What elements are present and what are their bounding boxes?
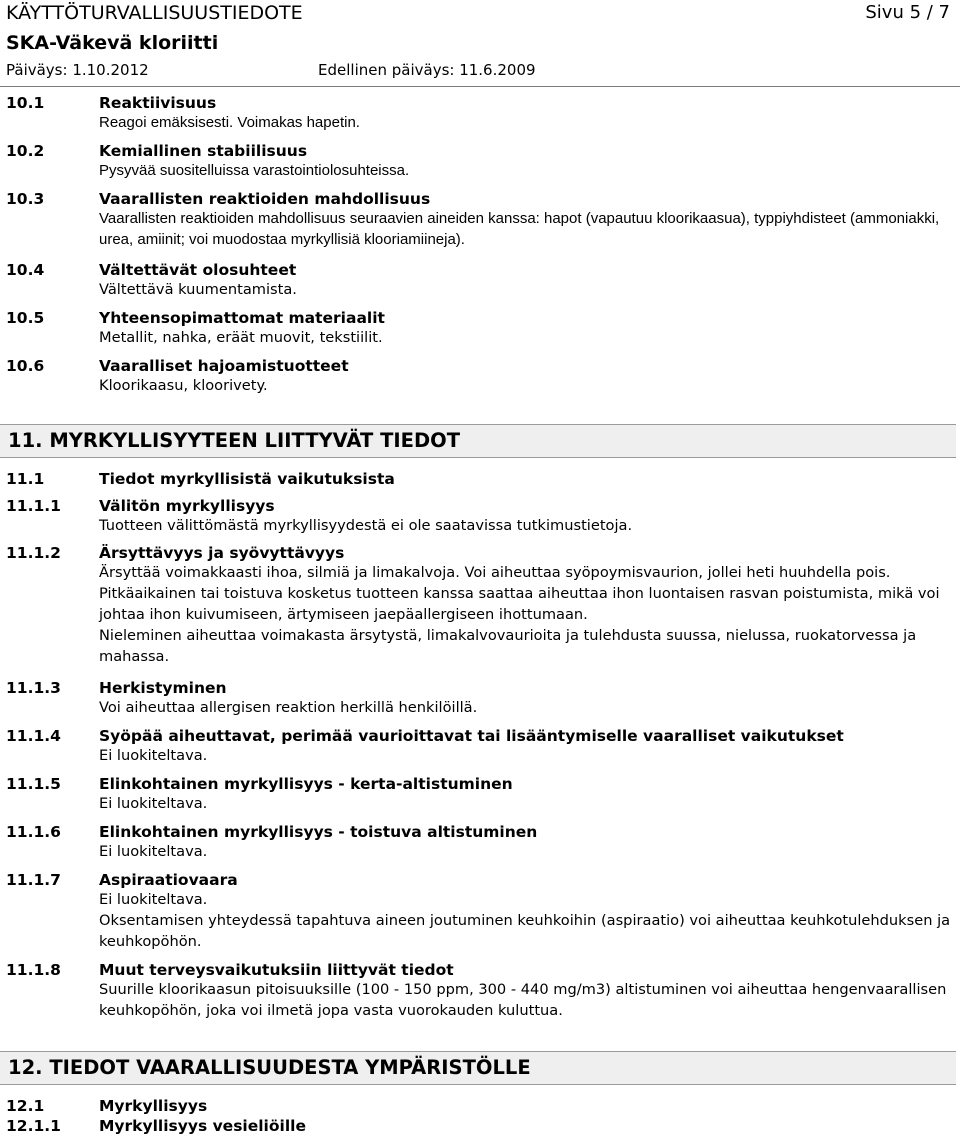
section-number: 10.4 [6,261,45,279]
section-number: 11.1.1 [6,497,61,515]
previous-date: Edellinen päiväys: 11.6.2009 [318,61,536,79]
section-heading: Myrkyllisyys [99,1097,208,1115]
section-11-1-7 [6,871,952,952]
section-12-1 [6,1097,952,1115]
section-text: Vaarallisten reaktioiden mahdollisuus seuraavien aineiden kanssa: hapot (vapautuu kloorikaasua), typpiyhdisteet (ammoniakki, urea, amiinit; voi muodostaa myrkyllisiä klooriamiineja). [99,210,940,248]
section-heading: Välitön myrkyllisyys [99,497,275,515]
issue-date: Päiväys: 1.10.2012 [6,61,149,79]
section-number: 11.1.8 [6,961,61,979]
section-text: Pysyvää suositelluissa varastointiolosuhteissa. [99,162,410,179]
section-text: Ei luokiteltava. [99,843,208,860]
section-number: 11.1.2 [6,544,61,562]
section-number: 11.1 [6,470,45,488]
section-heading: Syöpää aiheuttavat, perimää vaurioittavat tai lisääntymiselle vaaralliset vaikutukset [99,727,844,745]
section-heading: Elinkohtainen myrkyllisyys - kerta-altistuminen [99,775,513,793]
section-11-banner [0,424,956,458]
header-divider [0,86,960,87]
section-heading: Vaaralliset hajoamistuotteet [99,357,349,375]
section-12-banner [0,1051,956,1085]
section-number: 11.1.3 [6,679,61,697]
section-number: 11.1.4 [6,727,61,745]
section-text: Reagoi emäksisesti. Voimakas hapetin. [99,114,360,131]
document-title: KÄYTTÖTURVALLISUUSTIEDOTE [6,2,303,24]
paragraph: Ärsyttää voimakkaasti ihoa, silmiä ja limakalvoja. Voi aiheuttaa syöpoymisvaurion, jollei heti huuhdella pois. [99,564,891,581]
section-text: Ei luokiteltava. [99,795,208,812]
section-text: Kloorikaasu, kloorivety. [99,377,268,394]
section-heading: Ärsyttävyys ja syövyttävyys [99,544,345,562]
section-11-title: 11. MYRKYLLISYYTEEN LIITTYVÄT TIEDOT [8,429,461,452]
section-11-1-2 [6,544,952,667]
section-text: Tuotteen välittömästä myrkyllisyydestä ei ole saatavissa tutkimustietoja. [99,517,633,534]
section-heading: Aspiraatiovaara [99,871,238,889]
section-11-1-8 [6,961,952,1021]
section-heading: Myrkyllisyys vesieliöille [99,1117,306,1135]
section-text: Ei luokiteltava. [99,747,208,764]
section-heading: Vältettävät olosuhteet [99,261,297,279]
section-11-1-1 [6,497,952,536]
section-heading: Elinkohtainen myrkyllisyys - toistuva altistuminen [99,823,538,841]
section-heading: Herkistyminen [99,679,227,697]
section-heading: Vaarallisten reaktioiden mahdollisuus [99,190,431,208]
section-number: 11.1.7 [6,871,61,889]
section-12-1-1 [6,1117,952,1135]
section-number: 10.5 [6,309,45,327]
section-number: 10.1 [6,94,45,112]
section-heading: Yhteensopimattomat materiaalit [99,309,385,327]
paragraph: Oksentamisen yhteydessä tapahtuva aineen joutuminen keuhkoihin (aspiraatio) voi aiheuttaa keuhkotulehduksen ja keuhkopöhön. [99,912,951,950]
section-10-5 [6,309,952,348]
section-number: 11.1.6 [6,823,61,841]
paragraph: Pitkäaikainen tai toistuva kosketus tuotteen kanssa saattaa aiheuttaa ihon luontaisen rasvan poistumista, mikä voi johtaa ihon kuivumiseen, ärtymiseen jaepäallergiseen ihottumaan. [99,585,940,623]
section-heading: Muut terveysvaikutuksiin liittyvät tiedot [99,961,454,979]
section-heading: Kemiallinen stabiilisuus [99,142,308,160]
section-11-1 [6,470,952,488]
section-text [99,562,952,667]
page-number: Sivu 5 / 7 [865,2,950,23]
section-heading: Tiedot myrkyllisistä vaikutuksista [99,470,395,488]
section-number: 12.1 [6,1097,45,1115]
product-name: SKA-Väkevä kloriitti [6,32,219,54]
section-11-1-5 [6,775,952,814]
section-heading: Reaktiivisuus [99,94,217,112]
section-10-6 [6,357,952,396]
section-11-1-6 [6,823,952,862]
section-10-4 [6,261,952,300]
section-number: 10.6 [6,357,45,375]
paragraph: Nieleminen aiheuttaa voimakasta ärsytystä, limakalvovaurioita ja tulehdusta suussa, nielussa, ruokatorvessa ja mahassa. [99,627,917,665]
section-12-title: 12. TIEDOT VAARALLISUUDESTA YMPÄRISTÖLLE [8,1056,531,1079]
paragraph: Ei luokiteltava. [99,891,208,908]
section-text: Metallit, nahka, eräät muovit, tekstiilit. [99,329,383,346]
section-text [99,889,952,952]
section-number: 11.1.5 [6,775,61,793]
section-number: 12.1.1 [6,1117,61,1135]
section-11-1-3 [6,679,952,718]
section-11-1-4 [6,727,952,766]
section-10-3 [6,190,952,250]
section-text: Vältettävä kuumentamista. [99,281,297,298]
section-number: 10.2 [6,142,45,160]
section-text: Voi aiheuttaa allergisen reaktion herkillä henkilöillä. [99,699,478,716]
section-number: 10.3 [6,190,45,208]
section-10-1 [6,94,952,133]
section-10-2 [6,142,952,181]
section-text: Suurille kloorikaasun pitoisuuksille (100 - 150 ppm, 300 - 440 mg/m3) altistuminen voi aiheuttaa hengenvaarallisen keuhkopöhön, joka voi ilmetä jopa vasta vuorokauden kuluttua. [99,981,947,1019]
